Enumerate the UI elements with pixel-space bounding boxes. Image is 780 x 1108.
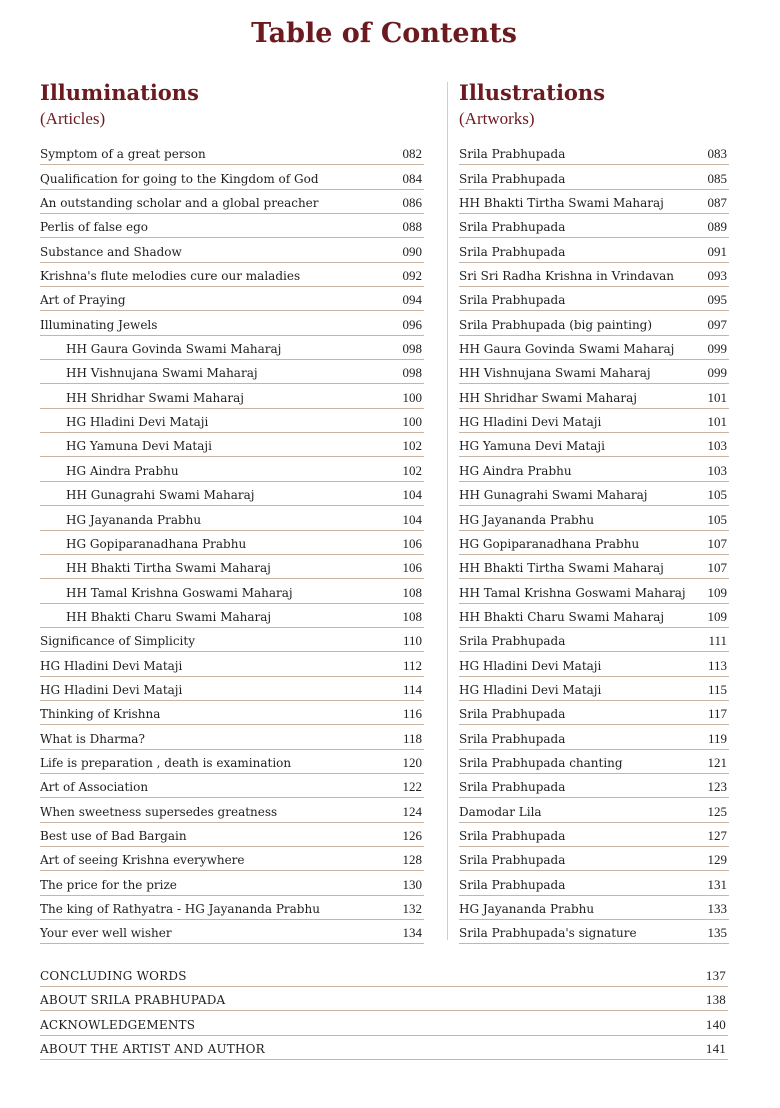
artwork-toc-row[interactable] [459, 360, 729, 384]
entry-title: Your ever well wisher [40, 926, 172, 941]
page-number: 122 [402, 779, 422, 795]
page-number: 121 [707, 754, 727, 770]
article-toc-row[interactable] [40, 847, 424, 871]
artwork-toc-row[interactable] [459, 141, 729, 165]
article-toc-row[interactable] [40, 604, 424, 628]
closing-toc-row[interactable] [40, 1036, 728, 1061]
article-toc-row[interactable] [40, 214, 424, 238]
entry-title: HH Gunagrahi Swami Maharaj [459, 488, 648, 503]
article-toc-row[interactable] [40, 628, 424, 652]
article-toc-row[interactable] [40, 190, 424, 214]
artwork-toc-row[interactable] [459, 555, 729, 579]
article-toc-row[interactable] [40, 896, 424, 920]
page-number: 088 [402, 219, 422, 235]
artwork-toc-row[interactable] [459, 871, 729, 895]
page-number: 134 [402, 925, 422, 941]
article-toc-row[interactable] [40, 433, 424, 457]
page-number: 084 [402, 170, 422, 186]
entry-title: Srila Prabhupada (big painting) [459, 317, 653, 332]
page-number: 129 [707, 852, 727, 868]
entry-title: ABOUT THE ARTIST AND AUTHOR [40, 1042, 265, 1056]
entry-title: Srila Prabhupada [459, 707, 566, 722]
article-toc-row[interactable] [40, 823, 424, 847]
page-number: 107 [707, 560, 727, 576]
page-number: 133 [707, 901, 727, 916]
artwork-toc-row[interactable] [459, 847, 729, 871]
artwork-toc-row[interactable] [459, 311, 729, 335]
entry-title: HH Bhakti Tirtha Swami Maharaj [459, 196, 664, 211]
artworks-subheading: (Artworks) [459, 109, 535, 128]
artworks-list [459, 141, 729, 944]
artwork-toc-row[interactable] [459, 336, 729, 360]
closing-sections-list [40, 962, 728, 1060]
entry-title: Srila Prabhupada's signature [459, 926, 637, 941]
artwork-toc-row[interactable] [459, 896, 729, 920]
artwork-toc-row[interactable] [459, 457, 729, 481]
page-number: 115 [707, 681, 727, 697]
articles-heading: Illuminations [40, 80, 199, 105]
entry-title: HG Yamuna Devi Mataji [66, 439, 212, 454]
artwork-toc-row[interactable] [459, 823, 729, 847]
entry-title: The price for the prize [40, 877, 177, 892]
entry-title: HH Tamal Krishna Goswami Maharaj [66, 585, 293, 600]
entry-title: HH Shridhar Swami Maharaj [459, 390, 637, 405]
artwork-toc-row[interactable] [459, 263, 729, 287]
entry-title: HG Jayananda Prabhu [459, 512, 595, 527]
entry-title: HG Gopiparanadhana Prabhu [66, 536, 247, 551]
entry-title: HH Vishnujana Swami Maharaj [66, 366, 258, 381]
entry-title: Srila Prabhupada [459, 171, 566, 186]
page-number: 114 [402, 681, 422, 697]
entry-title: Srila Prabhupada [459, 853, 566, 868]
page-number: 089 [707, 219, 727, 235]
entry-title: Best use of Bad Bargain [40, 828, 187, 843]
artwork-toc-row[interactable] [459, 482, 729, 506]
entry-title: HG Hladini Devi Mataji [459, 658, 602, 673]
artwork-toc-row[interactable] [459, 750, 729, 774]
entry-title: HG Gopiparanadhana Prabhu [459, 536, 640, 551]
article-toc-row[interactable] [40, 920, 424, 944]
entry-title: Art of Praying [40, 293, 126, 308]
closing-toc-row[interactable] [40, 987, 728, 1012]
artworks-heading: Illustrations [459, 80, 606, 105]
entry-title: HG Yamuna Devi Mataji [459, 439, 605, 454]
page-number: 099 [707, 341, 727, 357]
entry-title: Srila Prabhupada [459, 828, 566, 843]
entry-title: Srila Prabhupada [459, 244, 566, 259]
page-number: 135 [707, 925, 727, 941]
entry-title: Srila Prabhupada chanting [459, 755, 623, 770]
artwork-toc-row[interactable] [459, 433, 729, 457]
entry-title: Srila Prabhupada [459, 780, 566, 795]
entry-title: HH Gunagrahi Swami Maharaj [66, 488, 255, 503]
entry-title: What is Dharma? [40, 731, 145, 746]
entry-title: Significance of Simplicity [40, 634, 195, 649]
page-number: 083 [707, 146, 727, 162]
entry-title: HH Shridhar Swami Maharaj [66, 390, 244, 405]
page-number: 102 [402, 462, 422, 478]
page-number: 131 [707, 876, 727, 892]
entry-title: HH Bhakti Tirtha Swami Maharaj [66, 561, 271, 576]
artwork-toc-row[interactable] [459, 384, 729, 408]
entry-title: Art of Association [40, 780, 149, 795]
page-number: 112 [402, 657, 422, 673]
article-toc-row[interactable] [40, 652, 424, 676]
article-toc-row[interactable] [40, 311, 424, 335]
page-number: 100 [402, 414, 422, 430]
artwork-toc-row[interactable] [459, 798, 729, 822]
page-number: 109 [707, 608, 727, 624]
artwork-toc-row[interactable] [459, 506, 729, 530]
entry-title: HG Jayananda Prabhu [66, 512, 202, 527]
entry-title: Srila Prabhupada [459, 293, 566, 308]
articles-list [40, 141, 424, 944]
page-number: 108 [402, 584, 422, 600]
article-toc-row[interactable] [40, 531, 424, 555]
entry-title: An outstanding scholar and a global preacher [40, 196, 319, 211]
page-number: 082 [402, 146, 422, 162]
entry-title: HH Bhakti Charu Swami Maharaj [66, 609, 272, 624]
page-number: 120 [402, 754, 422, 770]
artwork-toc-row[interactable] [459, 190, 729, 214]
artwork-toc-row[interactable] [459, 604, 729, 628]
entry-title: HH Bhakti Tirtha Swami Maharaj [459, 561, 664, 576]
page-number: 104 [402, 487, 422, 503]
articles-column [40, 78, 424, 944]
page-number: 090 [402, 243, 422, 259]
entry-title: Srila Prabhupada [459, 731, 566, 746]
page-number: 132 [402, 901, 422, 916]
article-toc-row[interactable] [40, 579, 424, 603]
entry-title: Srila Prabhupada [459, 877, 566, 892]
page-number: 107 [707, 535, 727, 551]
page-number: 137 [705, 967, 726, 983]
page-number: 124 [402, 803, 422, 819]
entry-title: Substance and Shadow [40, 244, 182, 259]
page-number: 105 [707, 487, 727, 503]
article-toc-row[interactable] [40, 506, 424, 530]
page-number: 110 [402, 633, 422, 649]
artwork-toc-row[interactable] [459, 725, 729, 749]
article-toc-row[interactable] [40, 677, 424, 701]
entry-title: CONCLUDING WORDS [40, 968, 187, 983]
entry-title: Srila Prabhupada [459, 147, 566, 162]
artwork-toc-row[interactable] [459, 920, 729, 944]
page-number: 127 [707, 827, 727, 843]
article-toc-row[interactable] [40, 336, 424, 360]
page-number: 116 [402, 706, 422, 722]
entry-title: HH Gaura Govinda Swami Maharaj [66, 342, 282, 357]
page-number: 092 [402, 268, 422, 284]
article-toc-row[interactable] [40, 774, 424, 798]
page-number: 138 [705, 992, 726, 1007]
article-toc-row[interactable] [40, 165, 424, 189]
artwork-toc-row[interactable] [459, 677, 729, 701]
page-title: Table of Contents [251, 18, 517, 49]
page-number: 126 [402, 827, 422, 843]
page-number: 098 [402, 365, 422, 381]
entry-title: Damodar Lila [459, 804, 542, 819]
column-divider [447, 82, 448, 940]
entry-title: ABOUT SRILA PRABHUPADA [40, 993, 226, 1007]
entry-title: HG Hladini Devi Mataji [40, 682, 183, 697]
article-toc-row[interactable] [40, 287, 424, 311]
article-toc-row[interactable] [40, 457, 424, 481]
article-toc-row[interactable] [40, 798, 424, 822]
artwork-toc-row[interactable] [459, 701, 729, 725]
page-number: 085 [707, 170, 727, 186]
entry-title: HH Bhakti Charu Swami Maharaj [459, 609, 665, 624]
closing-toc-row[interactable] [40, 1011, 728, 1036]
page-number: 106 [402, 560, 422, 576]
entry-title: Qualification for going to the Kingdom of God [40, 171, 319, 186]
page-number: 099 [707, 365, 727, 381]
artwork-toc-row[interactable] [459, 238, 729, 262]
page-number: 087 [707, 195, 727, 211]
entry-title: HG Hladini Devi Mataji [459, 682, 602, 697]
page-number: 117 [707, 706, 727, 722]
article-toc-row[interactable] [40, 701, 424, 725]
entry-title: HG Jayananda Prabhu [459, 902, 595, 916]
page-number: 102 [402, 438, 422, 454]
page-number: 109 [707, 584, 727, 600]
entry-title: Srila Prabhupada [459, 220, 566, 235]
article-toc-row[interactable] [40, 141, 424, 165]
page-number: 086 [402, 195, 422, 211]
page-number: 097 [707, 316, 727, 332]
page-number: 113 [707, 657, 727, 673]
page-number: 119 [707, 730, 727, 746]
artwork-toc-row[interactable] [459, 579, 729, 603]
page-number: 098 [402, 341, 422, 357]
article-toc-row[interactable] [40, 750, 424, 774]
page-number: 125 [707, 803, 727, 819]
entry-title: HH Vishnujana Swami Maharaj [459, 366, 651, 381]
page-number: 108 [402, 608, 422, 624]
article-toc-row[interactable] [40, 871, 424, 895]
page-number: 103 [707, 462, 727, 478]
entry-title: HG Aindra Prabhu [459, 463, 572, 478]
closing-toc-row[interactable] [40, 962, 728, 987]
page-number: 128 [402, 852, 422, 868]
entry-title: The king of Rathyatra - HG Jayananda Prabhu [40, 902, 320, 916]
page-number: 095 [707, 292, 727, 308]
page-number: 100 [402, 389, 422, 405]
artwork-toc-row[interactable] [459, 531, 729, 555]
page-number: 123 [707, 779, 727, 795]
entry-title: HH Tamal Krishna Goswami Maharaj [459, 585, 686, 600]
artworks-column [459, 78, 729, 944]
artwork-toc-row[interactable] [459, 774, 729, 798]
entry-title: When sweetness supersedes greatness [40, 804, 278, 819]
page-number: 106 [402, 535, 422, 551]
page-number: 101 [707, 389, 727, 405]
entry-title: HG Hladini Devi Mataji [66, 415, 209, 430]
article-toc-row[interactable] [40, 725, 424, 749]
entry-title: Sri Sri Radha Krishna in Vrindavan [459, 269, 675, 284]
article-toc-row[interactable] [40, 482, 424, 506]
artwork-toc-row[interactable] [459, 628, 729, 652]
entry-title: Srila Prabhupada [459, 634, 566, 649]
page-number: 091 [707, 243, 727, 259]
artwork-toc-row[interactable] [459, 652, 729, 676]
page-number: 103 [707, 438, 727, 454]
articles-subheading: (Articles) [40, 109, 106, 128]
page-number: 140 [705, 1016, 726, 1032]
page-number: 111 [708, 633, 727, 649]
artwork-toc-row[interactable] [459, 165, 729, 189]
entry-title: Krishna's flute melodies cure our maladies [40, 269, 301, 284]
article-toc-row[interactable] [40, 384, 424, 408]
page-number: 096 [402, 316, 422, 332]
artwork-toc-row[interactable] [459, 409, 729, 433]
page-number: 093 [707, 268, 727, 284]
entry-title: ACKNOWLEDGEMENTS [40, 1017, 196, 1032]
entry-title: Art of seeing Krishna everywhere [40, 853, 245, 868]
page-number: 141 [705, 1041, 726, 1056]
article-toc-row[interactable] [40, 555, 424, 579]
page-number: 118 [402, 730, 422, 746]
page-number: 104 [402, 511, 422, 527]
article-toc-row[interactable] [40, 409, 424, 433]
article-toc-row[interactable] [40, 360, 424, 384]
entry-title: HG Aindra Prabhu [66, 463, 179, 478]
entry-title: Thinking of Krishna [40, 707, 161, 722]
artwork-toc-row[interactable] [459, 214, 729, 238]
page-number: 101 [707, 414, 727, 430]
artwork-toc-row[interactable] [459, 287, 729, 311]
page-number: 130 [402, 876, 422, 892]
entry-title: Perlis of false ego [40, 220, 149, 235]
entry-title: HG Hladini Devi Mataji [40, 658, 183, 673]
entry-title: Life is preparation , death is examination [40, 755, 292, 770]
entry-title: Illuminating Jewels [40, 317, 158, 332]
page-number: 094 [402, 292, 422, 308]
article-toc-row[interactable] [40, 238, 424, 262]
entry-title: HH Gaura Govinda Swami Maharaj [459, 342, 675, 357]
page-number: 105 [707, 511, 727, 527]
entry-title: HG Hladini Devi Mataji [459, 415, 602, 430]
article-toc-row[interactable] [40, 263, 424, 287]
entry-title: Symptom of a great person [40, 147, 206, 162]
